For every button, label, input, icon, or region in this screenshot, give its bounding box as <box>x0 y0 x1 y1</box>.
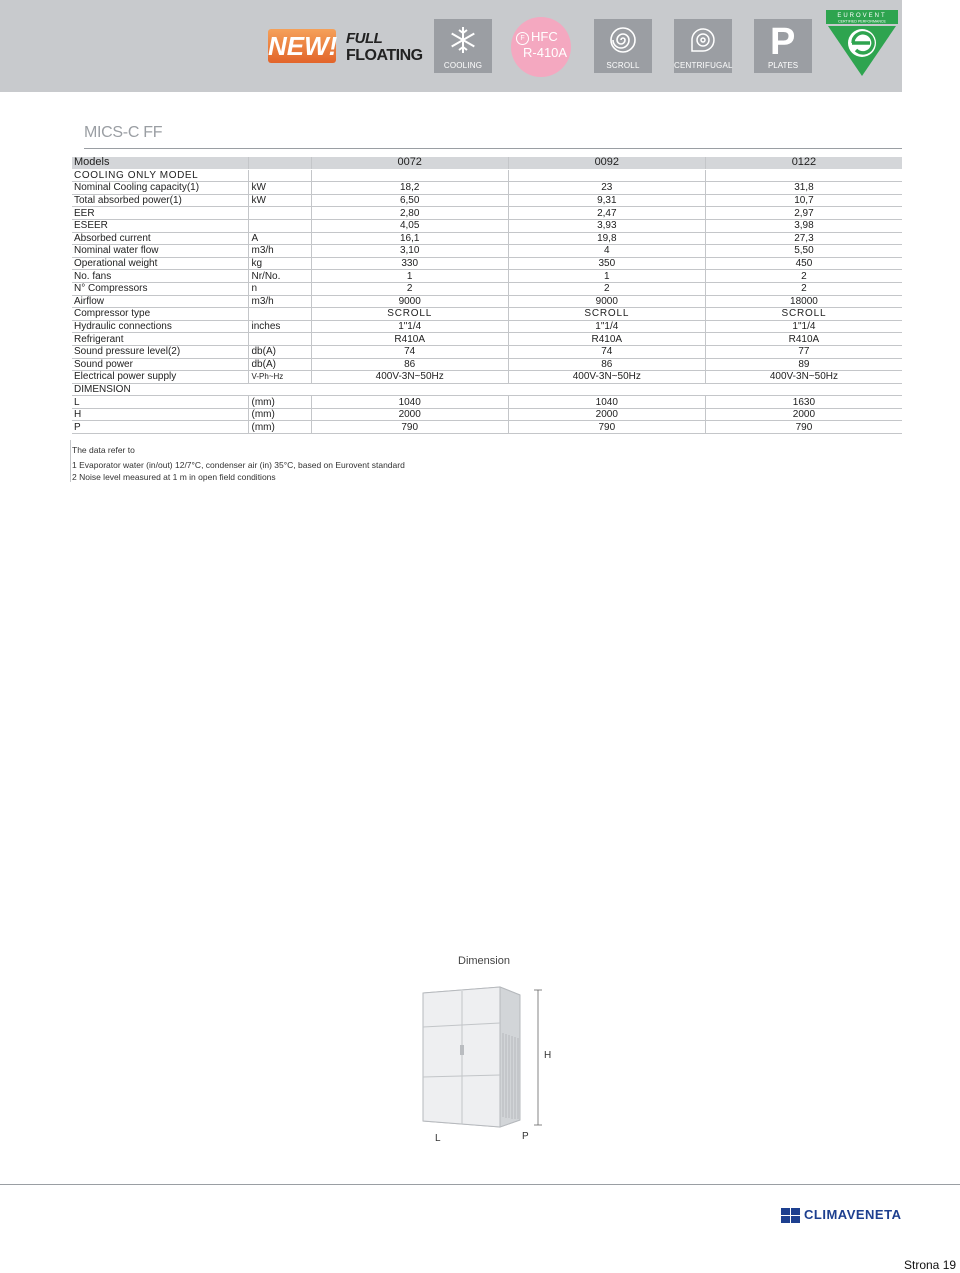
row-unit <box>249 308 311 321</box>
row-label: Nominal water flow <box>72 245 249 258</box>
row-label: Absorbed current <box>72 232 249 245</box>
row-unit: (mm) <box>249 408 311 421</box>
row-value: 86 <box>508 358 705 371</box>
row-value: 27,3 <box>705 232 902 245</box>
row-label: Electrical power supply <box>72 371 249 384</box>
new-mark: ! <box>328 31 338 61</box>
new-label: NEW <box>268 31 329 61</box>
eurovent-logo <box>826 10 898 83</box>
row-value <box>311 383 508 396</box>
row-label: Operational weight <box>72 257 249 270</box>
row-label: DIMENSION <box>72 383 249 396</box>
row-value: 31,8 <box>705 182 902 195</box>
document-title: MICS-C FF <box>84 124 163 141</box>
row-value: 2 <box>508 282 705 295</box>
table-row <box>72 169 902 182</box>
row-value: 2,80 <box>311 207 508 220</box>
row-value: R410A <box>311 333 508 346</box>
page-number: Strona 19 <box>904 1258 957 1272</box>
row-label: ESEER <box>72 219 249 232</box>
row-value: 3,98 <box>705 219 902 232</box>
snowflake-icon <box>448 25 478 55</box>
row-value: SCROLL <box>705 308 902 321</box>
notes-divider <box>70 440 71 482</box>
plates-icon: P <box>770 21 796 63</box>
row-label: EER <box>72 207 249 220</box>
centrifugal-caption: CENTRIFUGAL <box>674 61 733 70</box>
row-unit: A <box>249 232 311 245</box>
row-value: SCROLL <box>311 308 508 321</box>
row-value: 3,93 <box>508 219 705 232</box>
table-header-row <box>72 157 902 169</box>
scroll-tile <box>594 19 652 73</box>
row-unit <box>249 207 311 220</box>
row-value: R410A <box>705 333 902 346</box>
row-value: 4 <box>508 245 705 258</box>
brand-name: CLIMAVENETA <box>804 1207 902 1222</box>
hfc-line2: R-410A <box>523 45 568 60</box>
row-value: 1040 <box>508 396 705 409</box>
header-model-3: 0122 <box>705 157 902 169</box>
note-1: 1 Evaporator water (in/out) 12/7°C, condenser air (in) 35°C, based on Eurovent standard <box>72 460 405 470</box>
row-unit: kW <box>249 182 311 195</box>
row-value: 74 <box>508 345 705 358</box>
row-unit <box>249 169 311 182</box>
table-row <box>72 371 902 384</box>
row-value: 9,31 <box>508 194 705 207</box>
scroll-spiral-icon <box>608 25 638 55</box>
table-row <box>72 295 902 308</box>
row-value: 330 <box>311 257 508 270</box>
row-value: 18000 <box>705 295 902 308</box>
row-label: L <box>72 396 249 409</box>
row-value: 9000 <box>311 295 508 308</box>
row-value: 400V-3N~50Hz <box>508 371 705 384</box>
table-row <box>72 245 902 258</box>
row-value: 2,97 <box>705 207 902 220</box>
floating-label: FLOATING <box>346 47 423 64</box>
row-label: No. fans <box>72 270 249 283</box>
row-value: 74 <box>311 345 508 358</box>
row-value: 1 <box>311 270 508 283</box>
row-value: 2 <box>311 282 508 295</box>
f-gas-icon: F <box>516 32 529 45</box>
row-unit: n <box>249 282 311 295</box>
row-value: 2000 <box>508 408 705 421</box>
title-rule <box>84 148 902 149</box>
unit-illustration <box>420 985 550 1130</box>
row-value: 89 <box>705 358 902 371</box>
row-label: Airflow <box>72 295 249 308</box>
row-label: Sound power <box>72 358 249 371</box>
header-model-2: 0092 <box>508 157 705 169</box>
table-row <box>72 358 902 371</box>
row-value: 790 <box>508 421 705 434</box>
row-value: 77 <box>705 345 902 358</box>
row-value: 5,50 <box>705 245 902 258</box>
row-label: Refrigerant <box>72 333 249 346</box>
row-value <box>705 169 902 182</box>
row-value: 19,8 <box>508 232 705 245</box>
row-value: 2 <box>705 270 902 283</box>
dimension-title: Dimension <box>458 955 510 967</box>
row-value: 450 <box>705 257 902 270</box>
row-value: 1"1/4 <box>311 320 508 333</box>
new-badge <box>268 29 336 63</box>
row-unit: m3/h <box>249 245 311 258</box>
footer-rule <box>0 1184 960 1185</box>
full-label: FULL <box>346 30 383 47</box>
table-row <box>72 219 902 232</box>
row-value: 1040 <box>311 396 508 409</box>
table-row <box>72 345 902 358</box>
row-value: 6,50 <box>311 194 508 207</box>
specification-table <box>72 157 902 434</box>
cooling-tile <box>434 19 492 73</box>
row-unit: kg <box>249 257 311 270</box>
eurovent-sub: CERTIFIED PERFORMANCE <box>838 19 886 24</box>
eurovent-top: EUROVENT <box>837 13 887 19</box>
row-unit: inches <box>249 320 311 333</box>
row-value <box>508 169 705 182</box>
depth-label: P <box>522 1131 529 1142</box>
table-row <box>72 421 902 434</box>
row-value: 400V-3N~50Hz <box>705 371 902 384</box>
row-unit <box>249 383 311 396</box>
full-floating-logo <box>346 30 426 66</box>
row-unit: Nr/No. <box>249 270 311 283</box>
row-value: 2000 <box>705 408 902 421</box>
row-value: 790 <box>705 421 902 434</box>
row-unit: db(A) <box>249 345 311 358</box>
row-unit: (mm) <box>249 396 311 409</box>
table-row <box>72 333 902 346</box>
row-unit <box>249 333 311 346</box>
row-value: 10,7 <box>705 194 902 207</box>
climaveneta-mark-icon <box>781 1206 801 1226</box>
hfc-badge <box>511 17 571 77</box>
row-value: 18,2 <box>311 182 508 195</box>
row-value: 350 <box>508 257 705 270</box>
row-label: Nominal Cooling capacity(1) <box>72 182 249 195</box>
row-value: 790 <box>311 421 508 434</box>
row-value: 4,05 <box>311 219 508 232</box>
row-value: 1630 <box>705 396 902 409</box>
row-value: 86 <box>311 358 508 371</box>
row-value: 16,1 <box>311 232 508 245</box>
eurovent-certified-icon <box>826 10 898 78</box>
row-value: SCROLL <box>508 308 705 321</box>
length-label: L <box>435 1133 441 1144</box>
row-unit <box>249 219 311 232</box>
table-row <box>72 282 902 295</box>
row-label: COOLING ONLY MODEL <box>72 169 249 182</box>
table-row <box>72 308 902 321</box>
row-label: N° Compressors <box>72 282 249 295</box>
table-row <box>72 257 902 270</box>
row-value: 2,47 <box>508 207 705 220</box>
row-unit: (mm) <box>249 421 311 434</box>
table-row <box>72 207 902 220</box>
table-row <box>72 232 902 245</box>
row-value <box>508 383 705 396</box>
table-row <box>72 320 902 333</box>
height-label: H <box>544 1050 552 1061</box>
centrifugal-tile <box>674 19 732 73</box>
row-unit: db(A) <box>249 358 311 371</box>
row-value: 1 <box>508 270 705 283</box>
table-row <box>72 383 902 396</box>
row-label: P <box>72 421 249 434</box>
row-label: Compressor type <box>72 308 249 321</box>
notes-intro: The data refer to <box>72 445 135 455</box>
note-2: 2 Noise level measured at 1 m in open field conditions <box>72 472 276 482</box>
header-unit <box>249 157 311 169</box>
plates-tile <box>754 19 812 73</box>
row-label: H <box>72 408 249 421</box>
row-unit: m3/h <box>249 295 311 308</box>
table-row <box>72 408 902 421</box>
row-label: Total absorbed power(1) <box>72 194 249 207</box>
table-row <box>72 194 902 207</box>
header-label: Models <box>72 157 249 169</box>
row-label: Sound pressure level(2) <box>72 345 249 358</box>
row-unit: V-Ph~Hz <box>249 371 311 384</box>
hfc-line1: HFC <box>531 29 558 44</box>
table-row <box>72 182 902 195</box>
row-value: 2000 <box>311 408 508 421</box>
row-value: 1"1/4 <box>508 320 705 333</box>
plates-caption: PLATES <box>767 61 799 70</box>
scroll-caption: SCROLL <box>606 61 640 70</box>
row-value: 400V-3N~50Hz <box>311 371 508 384</box>
row-value: 3,10 <box>311 245 508 258</box>
row-value: 9000 <box>508 295 705 308</box>
cooling-caption: COOLING <box>443 61 483 70</box>
header-model-1: 0072 <box>311 157 508 169</box>
table-row <box>72 270 902 283</box>
row-unit: kW <box>249 194 311 207</box>
row-value: 23 <box>508 182 705 195</box>
table-row <box>72 396 902 409</box>
row-value <box>705 383 902 396</box>
centrifugal-fan-icon <box>688 25 718 55</box>
row-value <box>311 169 508 182</box>
row-value: 1"1/4 <box>705 320 902 333</box>
row-value: 2 <box>705 282 902 295</box>
row-label: Hydraulic connections <box>72 320 249 333</box>
row-value: R410A <box>508 333 705 346</box>
